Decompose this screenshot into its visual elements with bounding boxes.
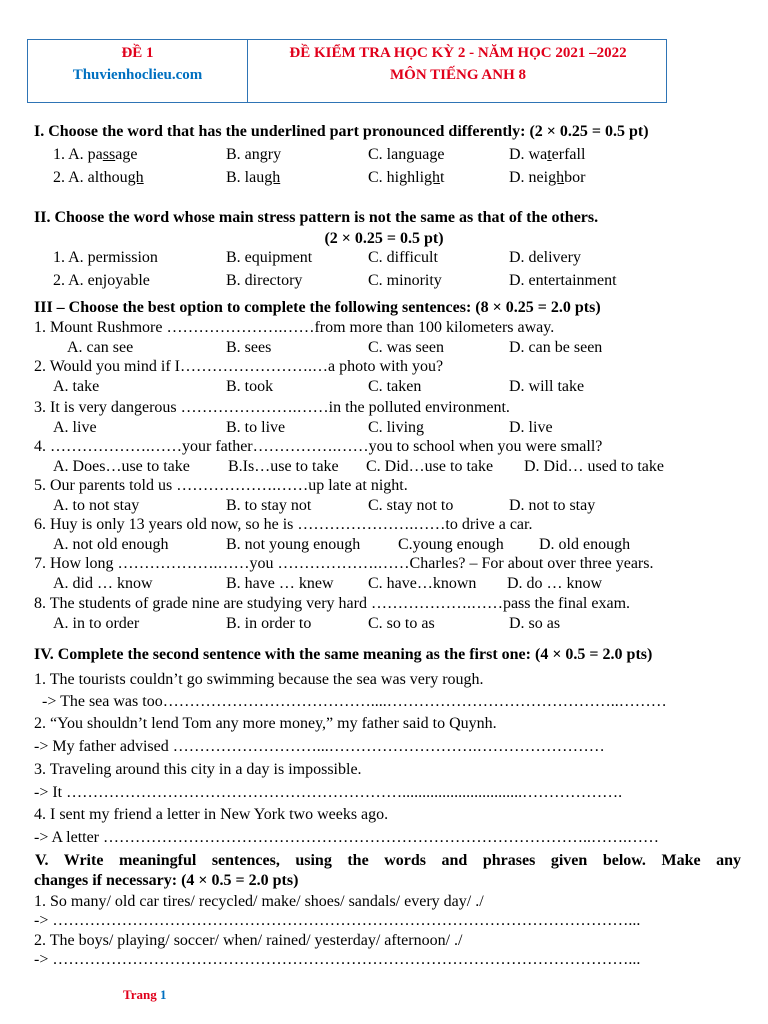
s3-q3: 3. It is very dangerous ………………….……in the polluted environment. bbox=[34, 399, 510, 416]
s3-q8-c: C. so to as bbox=[368, 615, 435, 632]
section-2-score: (2 × 0.25 = 0.5 pt) bbox=[324, 230, 444, 247]
s1-q1-c: C. language bbox=[368, 146, 445, 163]
s5-line-3: 2. The boys/ playing/ soccer/ when/ rained/ yesterday/ afternoon/ ./ bbox=[34, 932, 463, 949]
s3-q2-b: B. took bbox=[226, 378, 274, 395]
s3-q4-d: D. Did… used to take bbox=[524, 458, 664, 475]
s3-q7: 7. How long ……………….……you ……………….……Charles? – For about over three years. bbox=[34, 555, 654, 572]
s5-line-4: -> ………………………………………………………………………………………………... bbox=[34, 951, 641, 968]
s1-q2-c: C. highlight bbox=[368, 169, 445, 186]
s3-q4-b: B.Is…use to take bbox=[228, 458, 339, 475]
s3-q5-b: B. to stay not bbox=[226, 497, 312, 514]
s4-line-6: -> It ………………………………………………………..............................………………. bbox=[34, 784, 623, 801]
s3-q3-d: D. live bbox=[509, 419, 553, 436]
s2-q2-c: C. minority bbox=[368, 272, 442, 289]
header-left bbox=[28, 42, 247, 86]
exam-number: ĐỀ 1 bbox=[121, 45, 154, 61]
section-5-title-line-2: changes if necessary: (4 × 0.5 = 2.0 pts) bbox=[34, 872, 299, 889]
s3-q1-d: D. can be seen bbox=[509, 339, 603, 356]
s3-q8-b: B. in order to bbox=[226, 615, 312, 632]
s3-q8: 8. The students of grade nine are studying very hard ……………….……pass the final exam. bbox=[34, 595, 631, 612]
s3-q6-a: A. not old enough bbox=[53, 536, 169, 553]
s2-q1-b: B. equipment bbox=[226, 249, 313, 266]
s4-line-2: -> The sea was too…………………………………....……………………………………..……… bbox=[34, 693, 667, 710]
s3-q7-d: D. do … know bbox=[507, 575, 603, 592]
section-4-title: IV. Complete the second sentence with the same meaning as the first one: (4 × 0.5 = 2.0 pts) bbox=[34, 646, 653, 663]
page-label: Trang bbox=[123, 987, 157, 1002]
s3-q5: 5. Our parents told us ……………….……up late at night. bbox=[34, 477, 408, 494]
s3-q4-a: A. Does…use to take bbox=[53, 458, 190, 475]
page-footer bbox=[123, 987, 166, 1003]
s1-q2-d: D. neighbor bbox=[509, 169, 586, 186]
header-right bbox=[248, 42, 668, 86]
section-3-title: III – Choose the best option to complete the following sentences: (8 × 0.25 = 2.0 pts) bbox=[34, 299, 601, 316]
s3-q7-b: B. have … knew bbox=[226, 575, 334, 592]
s3-q1: 1. Mount Rushmore ………………….……from more than 100 kilometers away. bbox=[34, 319, 555, 336]
s5-line-2: -> ………………………………………………………………………………………………... bbox=[34, 912, 641, 929]
s2-q2-d: D. entertainment bbox=[509, 272, 617, 289]
s3-q3-a: A. live bbox=[53, 419, 97, 436]
s2-q2-b: B. directory bbox=[226, 272, 303, 289]
s5-line-1: 1. So many/ old car tires/ recycled/ make/ shoes/ sandals/ every day/ ./ bbox=[34, 893, 484, 910]
exam-subject: MÔN TIẾNG ANH 8 bbox=[390, 67, 526, 83]
s3-q6: 6. Huy is only 13 years old now, so he is ………………….……to drive a car. bbox=[34, 516, 533, 533]
s3-q2: 2. Would you mind if I…………………….…a photo with you? bbox=[34, 358, 444, 375]
section-2-title: II. Choose the word whose main stress pattern is not the same as that of the others. bbox=[34, 209, 599, 226]
section-5-title-line-1: V. Write meaningful sentences, using the words and phrases given below. Make any bbox=[35, 852, 741, 869]
s3-q7-a: A. did … know bbox=[53, 575, 153, 592]
s1-q1-d: D. waterfall bbox=[509, 146, 586, 163]
section-1-title: I. Choose the word that has the underlined part pronounced differently: (2 × 0.25 = 0.5 pt) bbox=[34, 123, 649, 140]
s3-q8-a: A. in to order bbox=[53, 615, 140, 632]
s3-q2-c: C. taken bbox=[368, 378, 422, 395]
site-name: Thuvienhoclieu.com bbox=[72, 67, 203, 83]
exam-title: ĐỀ KIỂM TRA HỌC KỲ 2 - NĂM HỌC 2021 –2022 bbox=[289, 45, 627, 61]
s1-q2-b: B. laugh bbox=[226, 169, 281, 186]
s4-line-4: -> My father advised ………………………...……………………….…………………… bbox=[34, 738, 605, 755]
page-number: 1 bbox=[159, 987, 167, 1002]
s4-line-1: 1. The tourists couldn’t go swimming because the sea was very rough. bbox=[34, 671, 484, 688]
s3-q6-b: B. not young enough bbox=[226, 536, 361, 553]
s2-q2-a: 2. A. enjoyable bbox=[53, 272, 150, 289]
s2-q1-d: D. delivery bbox=[509, 249, 581, 266]
s3-q5-c: C. stay not to bbox=[368, 497, 454, 514]
s2-q1-c: C. difficult bbox=[368, 249, 438, 266]
s3-q1-c: C. was seen bbox=[368, 339, 444, 356]
s3-q8-d: D. so as bbox=[509, 615, 561, 632]
s3-q2-a: A. take bbox=[53, 378, 100, 395]
s3-q5-a: A. to not stay bbox=[53, 497, 140, 514]
s3-q4-c: C. Did…use to take bbox=[366, 458, 494, 475]
s4-line-7: 4. I sent my friend a letter in New York two weeks ago. bbox=[34, 806, 389, 823]
header-box bbox=[27, 39, 667, 103]
s3-q5-d: D. not to stay bbox=[509, 497, 596, 514]
s4-line-5: 3. Traveling around this city in a day is impossible. bbox=[34, 761, 362, 778]
s4-line-8: -> A letter ………………………………………………………………………………..…….…… bbox=[34, 829, 660, 846]
s1-q1-b: B. angry bbox=[226, 146, 282, 163]
s3-q3-b: B. to live bbox=[226, 419, 286, 436]
s3-q3-c: C. living bbox=[368, 419, 425, 436]
s3-q6-c: C.young enough bbox=[398, 536, 504, 553]
s3-q7-c: C. have…known bbox=[368, 575, 477, 592]
s2-q1-a: 1. A. permission bbox=[53, 249, 158, 266]
s3-q1-a: A. can see bbox=[67, 339, 134, 356]
s3-q6-d: D. old enough bbox=[539, 536, 631, 553]
s3-q4: 4. ……………….……your father…………….……you to school when you were small? bbox=[34, 438, 603, 455]
s1-q1-a: 1. A. passage bbox=[53, 146, 138, 163]
s3-q1-b: B. sees bbox=[226, 339, 272, 356]
s4-line-3: 2. “You shouldn’t lend Tom any more money,” my father said to Quynh. bbox=[34, 715, 497, 732]
s3-q2-d: D. will take bbox=[509, 378, 585, 395]
s1-q2-a: 2. A. although bbox=[53, 169, 144, 186]
